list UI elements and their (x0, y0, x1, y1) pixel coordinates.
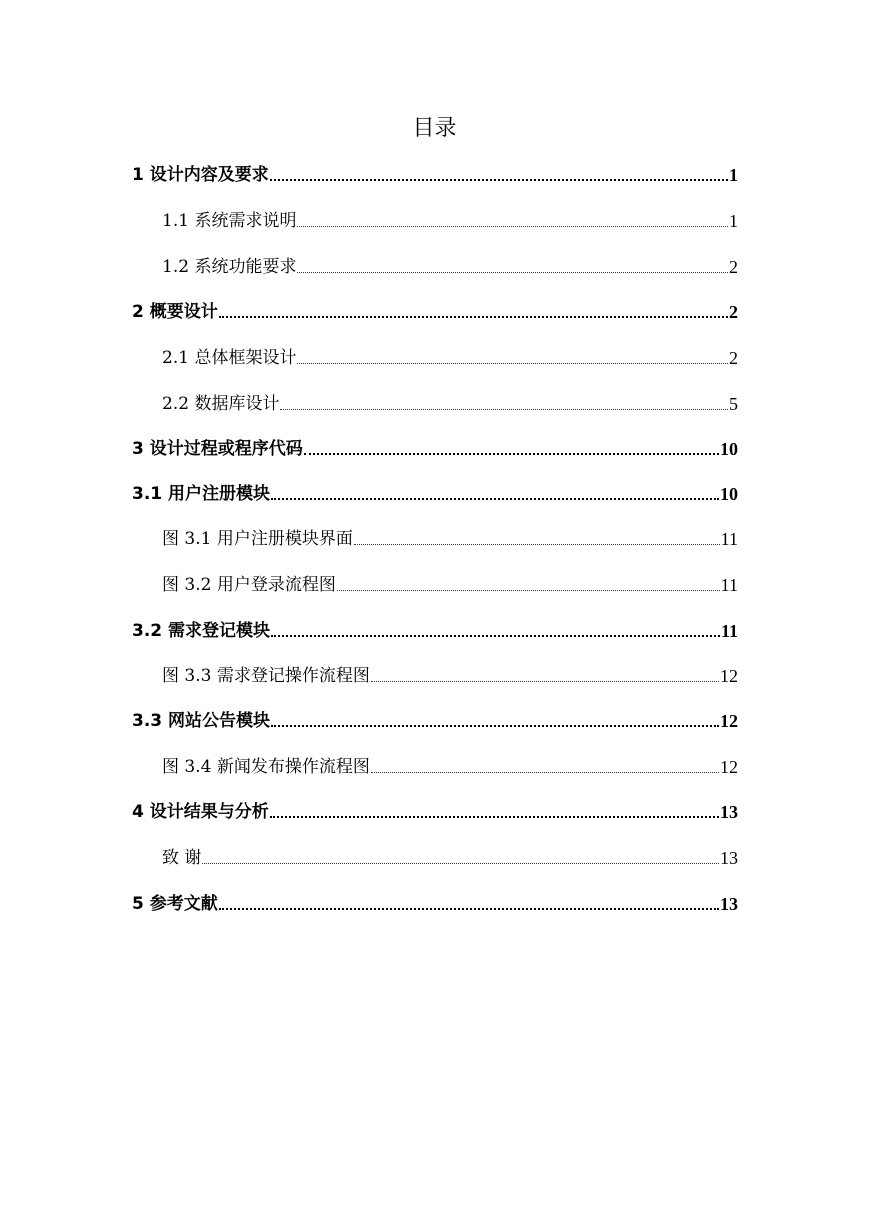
toc-entry-label: 图 3.4 新闻发布操作流程图 (162, 757, 370, 777)
toc-entry-label: 致 谢 (162, 848, 202, 868)
toc-entry-page: 12 (720, 757, 738, 777)
toc-entry[interactable] (162, 843, 738, 869)
toc-entry-label: 1.1 系统需求说明 (162, 211, 297, 231)
dot-leader (271, 635, 720, 637)
toc-entry[interactable] (162, 570, 738, 596)
toc-entry-label: 3.3 网站公告模块 (132, 711, 271, 731)
toc-entry[interactable] (132, 434, 738, 460)
toc-entry-page: 11 (720, 621, 738, 641)
dot-leader (280, 409, 728, 410)
toc-entry-page: 10 (720, 484, 738, 504)
dot-leader (297, 363, 728, 364)
toc-entry[interactable] (162, 252, 738, 278)
toc-entry[interactable] (132, 297, 738, 323)
toc-entry-page: 1 (729, 211, 738, 231)
toc-entry-page: 12 (720, 666, 738, 686)
dot-leader (271, 725, 719, 727)
dot-leader (202, 863, 719, 864)
toc-entry[interactable] (132, 479, 738, 505)
toc-entry-label: 4 设计结果与分析 (132, 802, 269, 822)
toc-entry[interactable] (132, 616, 738, 642)
toc-entry-label: 2.2 数据库设计 (162, 394, 280, 414)
toc-entry-page: 13 (720, 894, 738, 914)
toc-entry-label: 3.1 用户注册模块 (132, 484, 271, 504)
toc-entry-page: 13 (720, 802, 738, 822)
toc-entry[interactable] (162, 661, 738, 687)
toc-entry-page: 2 (729, 257, 738, 277)
dot-leader (219, 316, 728, 318)
dot-leader (297, 272, 728, 273)
toc-entry[interactable] (162, 752, 738, 778)
toc-entry[interactable] (132, 160, 738, 186)
dot-leader (337, 590, 720, 591)
toc-entry[interactable] (162, 343, 738, 369)
toc-entry-label: 图 3.2 用户登录流程图 (162, 575, 336, 595)
toc-entry-page: 5 (729, 394, 738, 414)
toc-entry-label: 1 设计内容及要求 (132, 165, 269, 185)
toc-entry-page: 12 (720, 711, 738, 731)
toc-entry-label: 2.1 总体框架设计 (162, 348, 297, 368)
dot-leader (304, 453, 719, 455)
dot-leader (297, 226, 728, 227)
toc-entry-page: 2 (729, 348, 738, 368)
toc-entry-label: 图 3.1 用户注册模块界面 (162, 529, 353, 549)
toc-entry-label: 3 设计过程或程序代码 (132, 439, 303, 459)
toc-entry-page: 10 (720, 439, 738, 459)
toc-entry[interactable] (132, 706, 738, 732)
page-title: 目录 (412, 116, 457, 141)
toc-entry-page: 11 (720, 575, 738, 595)
toc-entry[interactable] (132, 797, 738, 823)
dot-leader (371, 681, 719, 682)
toc-entry-page: 2 (729, 302, 738, 322)
toc-entry-page: 11 (720, 529, 738, 549)
dot-leader (354, 544, 720, 545)
toc-entry[interactable] (132, 889, 738, 915)
toc-entry-label: 图 3.3 需求登记操作流程图 (162, 666, 370, 686)
toc-entry-label: 2 概要设计 (132, 302, 218, 322)
toc-entry-label: 1.2 系统功能要求 (162, 257, 297, 277)
toc-entry-label: 3.2 需求登记模块 (132, 621, 271, 641)
dot-leader (371, 772, 719, 773)
toc-entry-page: 1 (729, 165, 738, 185)
toc-entry-label: 5 参考文献 (132, 894, 218, 914)
toc-entry[interactable] (162, 524, 738, 550)
dot-leader (271, 498, 719, 500)
toc-entry[interactable] (162, 389, 738, 415)
dot-leader (270, 816, 719, 818)
toc-entry-page: 13 (720, 848, 738, 868)
dot-leader (219, 908, 719, 910)
toc-entry[interactable] (162, 206, 738, 232)
dot-leader (270, 179, 728, 181)
